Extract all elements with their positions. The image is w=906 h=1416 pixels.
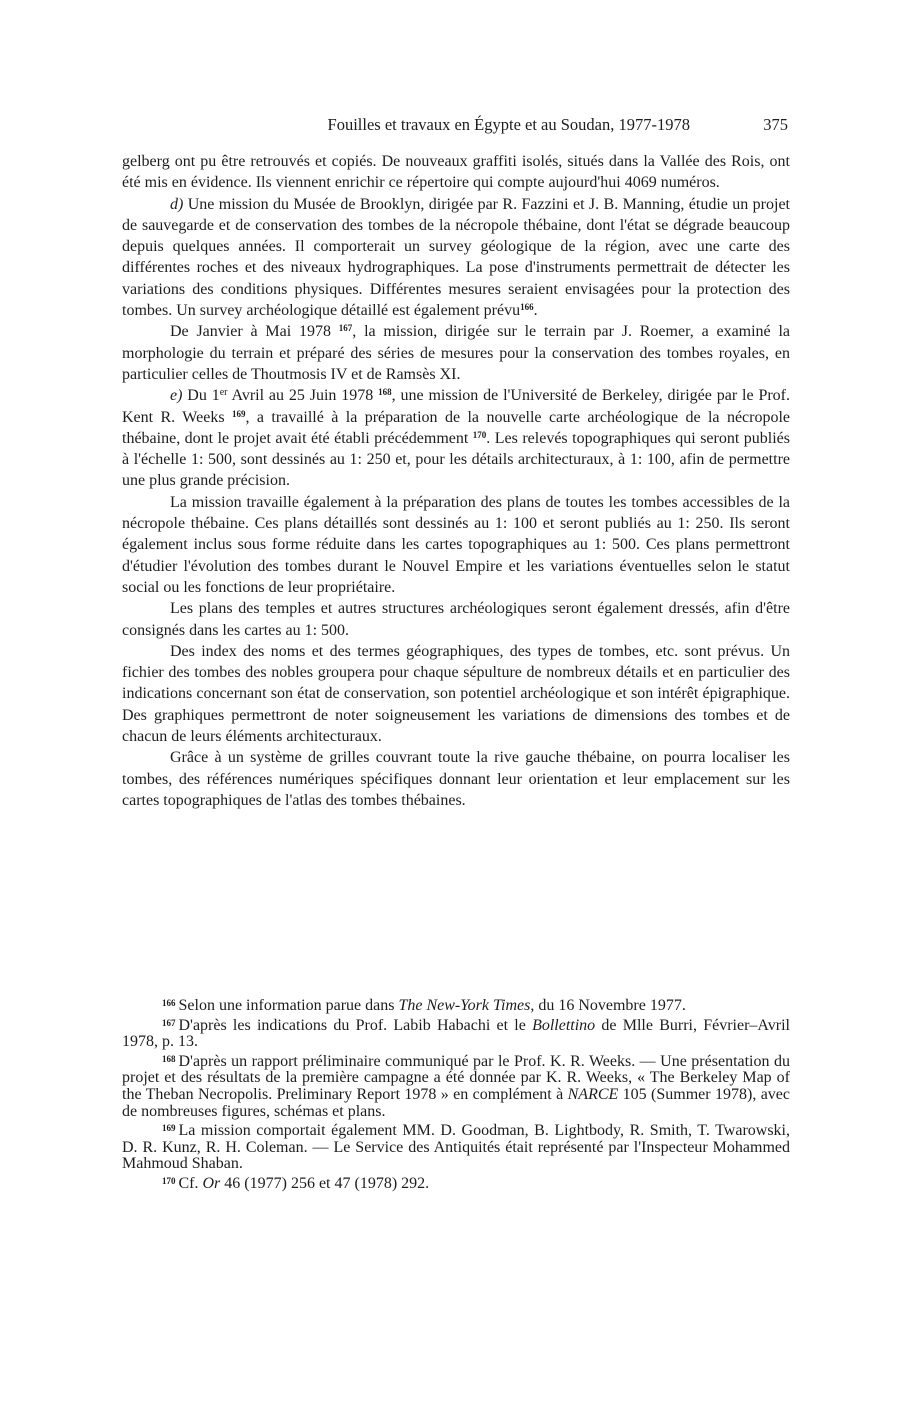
- paragraph-janvier-text-b: , la mission, dirigée sur le terrain par J. Roemer, a examiné la morphologie du terrain et préparé des séries de mesures pour la conservation des tombes royales, en particulier celles de Thoutmosis IV et de Ramsès XI.: [122, 323, 791, 383]
- paragraph-index: [122, 641, 790, 747]
- footnote-ref-169[interactable]: 169: [231, 408, 246, 419]
- paragraph-plans: [122, 598, 790, 641]
- footnote-166-text-b: , du 16 Novembre 1977.: [530, 997, 686, 1014]
- footnote-170-text-b: 46 (1977) 256 et 47 (1978) 292.: [220, 1174, 430, 1192]
- paragraph-1: [122, 151, 790, 194]
- footnotes: [122, 995, 790, 1193]
- running-head: [122, 114, 790, 136]
- footnote-ref-167[interactable]: 167: [338, 323, 353, 334]
- paragraph-plans-text: Les plans des temples et autres structures archéologiques seront également dressés, afin d'être consignés dans les cartes au 1: 500.: [122, 600, 790, 639]
- paragraph-e-text-d: , a travaillé à la préparation de la nouvelle carte archéologique de la nécropole thébaine, dont le projet avait été établi précédemment: [122, 408, 791, 447]
- paragraph-mission: [122, 492, 790, 598]
- footnote-169: [122, 1120, 790, 1173]
- footnote-number-167: 167: [162, 1017, 176, 1028]
- footnote-ref-168[interactable]: 168: [378, 387, 392, 398]
- paragraph-mission-text: La mission travaille également à la préparation des plans de toutes les tombes accessibles de la nécropole thébaine. Ces plans détaillés sont dessinés au 1: 100 et seront publiés au 1: 250. Ils seront également inclus sous forme réduite dans les cartes topographiques au 1: 500. Ces plans permettront d'étudier l'évolution des tombes durant le Nouvel Empire et les variations éventuelles selon le statut social ou les fonctions de leur propriétaire.: [122, 493, 790, 596]
- footnote-number-168: 168: [162, 1053, 176, 1064]
- footnote-166-text-a: Selon une information parue dans: [178, 997, 399, 1014]
- footnote-168-text-a: D'après un rapport préliminaire communiqué par le Prof. K. R. Weeks. — Une présentation du projet et des résultats de la première campagne a été donnée par K. R. Weeks, « The Berkeley Map of the Theban Necropolis. Preliminary Report 1978 » en complément à: [122, 1052, 790, 1103]
- paragraph-d-end: .: [533, 302, 538, 320]
- footnote-170: [122, 1173, 790, 1193]
- footnote-ref-166[interactable]: 166: [520, 302, 534, 313]
- running-title: Fouilles et travaux en Égypte et au Soudan, 1977-1978: [327, 115, 690, 134]
- footnote-166: [122, 995, 790, 1015]
- footnote-169-text: La mission comportait également MM. D. Goodman, B. Lightbody, R. Smith, T. Twarowski, D. R. Kunz, R. H. Coleman. — Le Service des Antiquités était représenté par l'Inspecteur Mohammed Mahmoud Shaban.: [122, 1122, 790, 1173]
- paragraph-index-text: Des index des noms et des termes géographiques, des types de tombes, etc. sont prévus. Un fichier des tombes des nobles groupera pour chaque sépulture de nombreux détails et en particulier des indications concernant son état de conservation, son potentiel archéologique et son intérêt épigraphique. Des graphiques permettront de noter soigneusement les variations de dimensions des tombes et de chacun de leurs éléments architecturaux.: [122, 642, 790, 746]
- paragraph-d-text: Une mission du Musée de Brooklyn, dirigée par R. Fazzini et J. B. Manning, étudie un projet de sauvegarde et de conservation des tombes de la nécropole thébaine, dont l'état se dégrade beaucoup depuis quelques années. Il comporterait un survey géologique de la région, avec une carte des différentes roches et des niveaux hydrographiques. La pose d'instruments permettrait de détecter les variations des conditions physiques. Différentes mesures seraient envisagées pour la protection des tombes. Un survey archéologique détaillé est également prévu: [122, 195, 790, 320]
- footnote-number-166: 166: [162, 998, 176, 1008]
- body-text: [122, 151, 790, 811]
- paragraph-e-text-c: , une mission de l'Université de Berkeley, dirigée par le Prof. Kent R. Weeks: [122, 387, 791, 426]
- paragraph-e: [122, 385, 790, 491]
- footnote-number-170: 170: [162, 1175, 176, 1186]
- footnote-168-title: NARCE: [567, 1085, 619, 1103]
- section-marker-d: d): [170, 195, 184, 213]
- paragraph-e-text-e: . Les relevés topographiques qui seront publiés à l'échelle 1: 500, sont dessinés au 1: 250 et, pour les détails architecturaux, à 1: 100, afin de permettre une plus grande précision.: [122, 429, 790, 490]
- paragraph-e-text-b: Avril au 25 Juin 1978: [227, 387, 379, 405]
- footnote-168: [122, 1051, 790, 1120]
- paragraph-d: [122, 194, 790, 322]
- footnote-170-title: Or: [202, 1174, 221, 1192]
- page-number: 375: [763, 115, 788, 134]
- paragraph-janvier-text-a: De Janvier à Mai 1978: [170, 323, 331, 341]
- footnote-168-text-b: 105 (Summer 1978), avec de nombreuses figures, schémas et plans.: [122, 1085, 790, 1120]
- paragraph-grilles-text: Grâce à un système de grilles couvrant toute la rive gauche thébaine, on pourra localiser les tombes, des références numériques spécifiques donnant leur orientation et leur emplacement sur les cartes topographiques de l'atlas des tombes thébaines.: [122, 749, 790, 809]
- footnote-167: [122, 1015, 790, 1051]
- paragraph-1-text: gelberg ont pu être retrouvés et copiés. De nouveaux graffiti isolés, situés dans la Vallée des Rois, ont été mis en évidence. Ils viennent enrichir ce répertoire qui compte aujourd'hui 4069 numéros.: [122, 153, 790, 192]
- footnote-170-text-a: Cf.: [178, 1174, 203, 1192]
- ordinal-superscript: er: [219, 387, 228, 399]
- footnote-number-169: 169: [162, 1123, 176, 1134]
- footnote-166-title: The New-York Times: [398, 997, 531, 1014]
- paragraph-grilles: [122, 747, 790, 811]
- footnote-167-title: Bollettino: [532, 1016, 596, 1034]
- paragraph-janvier: [122, 321, 790, 385]
- footnote-167-text-a: D'après les indications du Prof. Labib Habachi et le: [178, 1016, 533, 1034]
- section-marker-e: e): [170, 387, 183, 405]
- paragraph-e-text-a: Du 1: [182, 387, 220, 405]
- footnote-167-text-b: de Mlle Burri, Février–Avril 1978, p. 13.: [122, 1016, 790, 1051]
- footnote-ref-170[interactable]: 170: [472, 429, 487, 440]
